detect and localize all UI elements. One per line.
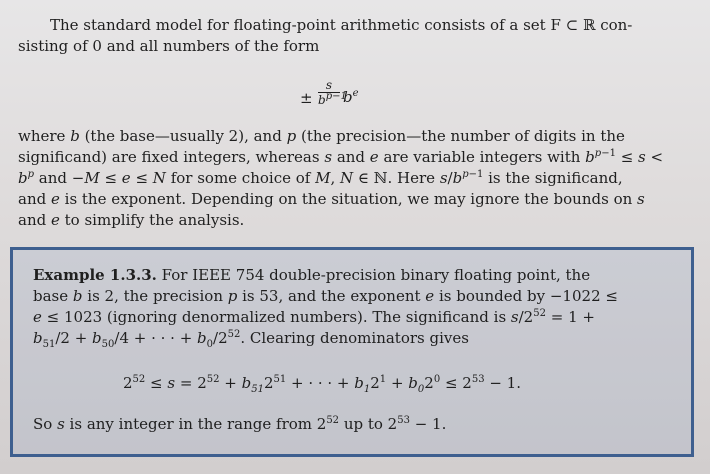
fraction-denominator: $b^{p-1}$ [318,91,347,107]
base-exponent: $b^e$ [343,88,359,106]
example-box [10,247,694,457]
example-text: Example 1.3.3. For IEEE 754 double-precision binary floating point, the base b is 2, the precision p is 53, and the exponent e is bounded by −1022 ≤ e ≤ 1023 (ignoring denormalized numbers). The significand is $s/2^{52} = 1$ + $b_{51}/2 + b_{50}/4$ + · · · + $b_0/2^{52}$. Clearing denominators gives [33,266,618,350]
fraction-numerator: s [318,78,340,93]
fraction [318,78,347,107]
example-title: Example 1.3.3. [33,266,157,284]
paragraph-floating-point-model: The standard model for floating-point arithmetic consists of a set F ⊂ ℝ con- sisting of 0 and all numbers of the form [18,16,633,55]
example-display-equation: $2^{52} \le s = 2^{52} + b_{51}2^{51}$ + · · · + $b_12^1 + b_02^0 \le 2^{53} - 1$. [123,374,521,395]
paragraph-parameters: where b (the base—usually 2), and p (the precision—the number of digits in the significand) are fixed integers, whereas s and e are variable integers with $b^{p-1} \le s$ < $b^p$ and −M ≤ e ≤ N for some choice of M, N ∈ ℕ. Here $s/b^{p-1}$ is the significand, and e is the exponent. Depending on the situation, we may ignore the bounds on s and e to simplify the analysis. [18,127,664,229]
example-conclusion: So s is any integer in the range from $2^{52}$ up to $2^{53} - 1$. [33,415,447,433]
plus-minus-sign: ± [300,89,313,107]
